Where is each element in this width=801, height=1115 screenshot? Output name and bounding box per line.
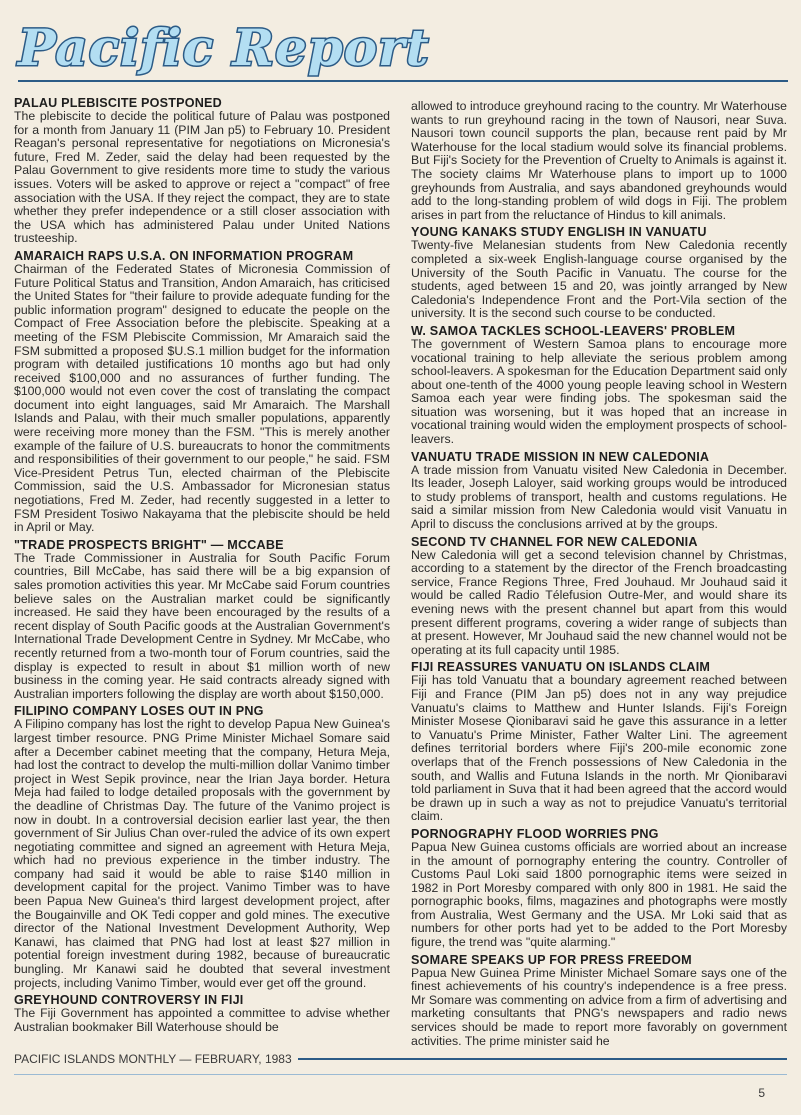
article-headline: FIJI REASSURES VANUATU ON ISLANDS CLAIM: [411, 660, 711, 675]
article-body: allowed to introduce greyhound racing to the country. Mr Waterhouse wants to run greyhound racing in the town of Nausori, near Suva. Nausori town council supports the plan, because rent paid by Mr Waterhouse for the local stadium would solve its financial problems. But Fiji's Society for the Prevention of Cruelty to Animals is against it. The society claims Mr Waterhouse plans to import up to 1000 greyhounds from Australia, and says abandoned greyhounds would add to the long-standing problem of wild dogs in Fiji. The problem arises in part from the reluctance of Hindus to kill animals.: [411, 99, 787, 222]
article-body: New Caledonia will get a second television channel by Christmas, according to a statement by the director of the French broadcasting service, France Regions Three, Fred Jouhaud. Mr Jouhaud said it would be called Radio Télefusion Outre-Mer, and would share its evening news with the present channel but apart from this would present different programs, covering a wider range of subjects than at present. However, Mr Jouhaud said the new channel would not be operating at its full capacity until 1985.: [411, 547, 787, 657]
article-headline: YOUNG KANAKS STUDY ENGLISH IN VANUATU: [411, 225, 707, 240]
article: [411, 324, 787, 447]
article-columns: [14, 96, 787, 1048]
article-headline: SOMARE SPEAKS UP FOR PRESS FREEDOM: [411, 952, 692, 967]
article-body: Twenty-five Melanesian students from New Caledonia recently completed a six-week English-language course organised by the University of the South Pacific in Vanuatu. The course for the students, aged between 15 and 20, was jointly arranged by New Caledonia's Independence Front and the Port-Vila section of the university. It is the second such course to be conducted.: [411, 238, 787, 321]
left-column: [14, 96, 390, 1036]
article-body: The government of Western Samoa plans to encourage more vocational training to help alleviate the serious problem among school-leavers. A spokesman for the Education Department said only about one-tenth of the 4000 young people leaving school in Western Samoa each year were finding jobs. The spokesman said the situation was worsening, but it was hoped that an increase in vocational training would widen the employment prospects of school-leavers.: [411, 336, 787, 447]
article-body: The Trade Commissioner in Australia for South Pacific Forum countries, Bill McCabe, has said there will be a big expansion of sales promotion activities this year. Mr McCabe said Forum countries believe sales on the Australian market could be significantly increased. He said they have been encouraged by the results of a recent display of South Pacific goods at the Australian Government's International Trade Development Centre in Sydney. Mr McCabe, who recently returned from a two-month tour of Forum countries, said the display is expected to result in about $1 million worth of new business in the coming year. He said contracts already signed with Australian importers following the display are worth about $150,000.: [14, 550, 390, 701]
masthead-rule: [18, 80, 788, 82]
article-body: A Filipino company has lost the right to develop Papua New Guinea's largest timber resource. PNG Prime Minister Michael Somare said after a December cabinet meeting that the company, Hetura Meja, had lost the contract to develop the multi-million dollar Vanimo timber project in West Sepik province, near the Irian Jaya border. Hetura Meja had failed to lodge detailed proposals with the government by the deadline of Christmas Day. The future of the Vanimo project is now in doubt. In a controversial decision earlier last year, the then government of Sir Julius Chan over-ruled the advice of its own expert negotiating committee and signed an agreement with Hetura Meja, which had no previous experience in the timber industry. The company had said it would be able to raise $140 million in development capital for the project. Vanimo Timber was to have been Papua New Guinea's third largest development project, after the Bougainville and OK Tedi copper and gold mines. The executive director of the National Investment Development Authority, Wep Kanawi, has claimed that PNG had lost at least $27 million in potential foreign investment during 1982, because of bureaucratic bungling. Mr Kanawi said he doubted that several investment projects, including Vanimo Timber, would ever get off the ground.: [14, 717, 390, 990]
article-headline: GREYHOUND CONTROVERSY IN FIJI: [14, 993, 244, 1008]
right-column: [411, 96, 787, 1048]
page-footer: [14, 1052, 787, 1100]
article-headline: AMARAICH RAPS U.S.A. ON INFORMATION PROGRAM: [14, 248, 354, 263]
article: [14, 538, 390, 702]
article-body: Fiji has told Vanuatu that a boundary agreement reached between Fiji and France (PIM Jan p5) does not in any way prejudice Vanuatu's claims to Matthew and Hunter Islands. Fiji's Foreign Minister Mosese Qionibaravi said he gave this assurance in a letter to Vanuatu's Prime Minister, Father Walter Lini. The agreement defines territorial borders where Fiji's 200-mile economic zone overlaps that of the French possessions of New Caledonia in the south, and Wallis and Futuna Islands in the north. Mr Qionibaravi told parliament in Suva that it had been agreed that the accord would be drawn up in such a way as not to prejudice Vanuatu's territorial claim.: [411, 673, 787, 824]
article: [411, 535, 787, 658]
article-headline: PORNOGRAPHY FLOOD WORRIES PNG: [411, 826, 659, 841]
article-body: Chairman of the Federated States of Micronesia Commission of Future Political Status and Transition, Andon Amaraich, has criticised the United States for "their failure to provide adequate funding for the public information program" designed to educate the people on the Compact of Free Association before the plebiscite. Speaking at a meeting of the FSM Plebiscite Commission, Mr Amaraich said the FSM submitted a proposed $U.S.1 million budget for the information program with detailed justifications 10 months ago but had only received $100,000 and no assurances of further funding. The $100,000 would not even cover the cost of translating the compact document into eight languages, said Mr Amaraich. The Marshall Islands and Palau, with their much smaller populations, apparently were receiving more money than the FSM. "This is merely another example of the failure of U.S. bureaucrats to honor the commitments and responsibilities of their government to our people," he said. FSM Vice-President Petrus Tun, elected chairman of the Plebiscite Commission, said the U.S. Ambassador for Micronesian status negotiations, Fred M. Zeder, had recently suggested in a letter to FSM President Tosiwo Nakayama that the plebiscite should be held in April or May.: [14, 261, 390, 535]
article-continued: [411, 100, 787, 222]
article: [411, 827, 787, 950]
article-headline: W. SAMOA TACKLES SCHOOL-LEAVERS' PROBLEM: [411, 323, 736, 338]
article-body: The Fiji Government has appointed a committee to advise whether Australian bookmaker Bill Waterhouse should be: [14, 1006, 390, 1034]
article-headline: VANUATU TRADE MISSION IN NEW CALEDONIA: [411, 449, 710, 464]
article: [411, 660, 787, 824]
article-headline: SECOND TV CHANNEL FOR NEW CALEDONIA: [411, 534, 698, 549]
page-number: 5: [758, 1086, 765, 1100]
masthead: [18, 12, 788, 90]
article-body: Papua New Guinea Prime Minister Michael Somare says one of the finest achievements of his country's independence is a free press. Mr Somare was commenting on advice from a firm of advertising and marketing consultants that PNG's newspapers and radio news services should be made to report more favorably on government activities. The prime minister said he: [411, 965, 787, 1048]
article: [14, 993, 390, 1034]
article: [14, 249, 390, 535]
article: [14, 704, 390, 990]
article-headline: FILIPINO COMPANY LOSES OUT IN PNG: [14, 704, 264, 719]
article: [14, 96, 390, 246]
article-body: The plebiscite to decide the political future of Palau was postponed for a month from January 11 (PIM Jan p5) to February 10. President Reagan's personal representative for negotiations on Micronesia's future, Fred M. Zeder, said the delay had been requested by the Palau Government to give residents more time to study the various issues. Voters will be asked to approve or reject a "compact" of free association with the USA. If they reject the compact, they are to state whether they prefer independence or a still closer association with the USA which has administered Palau under United Nations trusteeship.: [14, 109, 390, 246]
article-headline: "TRADE PROSPECTS BRIGHT" — MCCABE: [14, 537, 284, 552]
article-headline: PALAU PLEBISCITE POSTPONED: [14, 96, 222, 110]
publication-line: PACIFIC ISLANDS MONTHLY — FEBRUARY, 1983: [14, 1052, 298, 1066]
article: [411, 450, 787, 532]
article: [411, 953, 787, 1049]
article-body: A trade mission from Vanuatu visited New Caledonia in December. Its leader, Joseph Laloyer, said working groups would be introduced to study problems of transport, health and customs regulations. He said a similar mission from New Caledonia would visit Vanuatu in April to discuss the conclusions arrived at by the groups.: [411, 462, 787, 532]
masthead-logo: Pacific Report: [18, 18, 430, 77]
article-body: Papua New Guinea customs officials are worried about an increase in the amount of pornography entering the country. Controller of Customs Paul Loki said 1800 pornographic items were seized in 1982 in Port Moresby compared with only 800 in 1981. He said the pornographic books, films, magazines and photographs were mostly from Australia, West Germany and the USA. Mr Loki said that as numbers for other ports had yet to be added to the Port Moresby figure, the trend was "quite alarming.": [411, 839, 787, 950]
footer-rule: [14, 1074, 787, 1075]
article: [411, 225, 787, 321]
